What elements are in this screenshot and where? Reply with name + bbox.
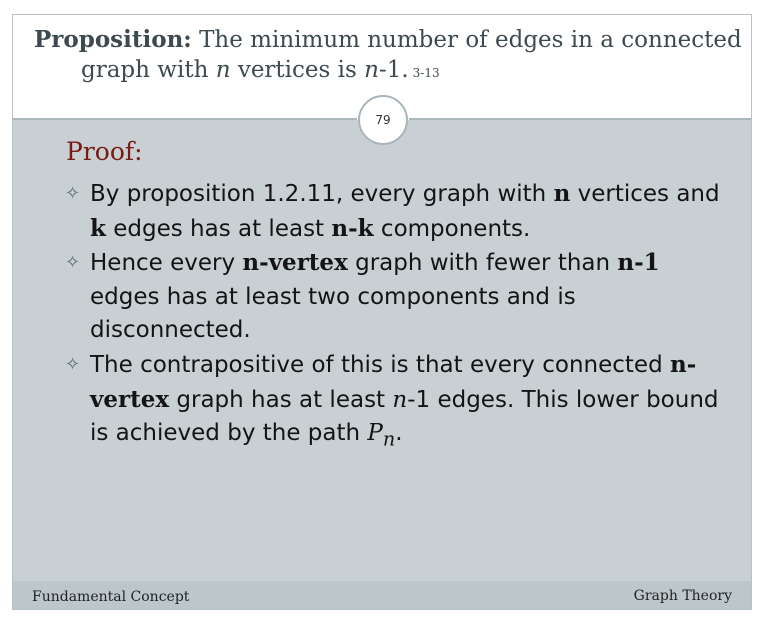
math-var-p: P [367, 420, 383, 447]
proposition-label: Proposition: [34, 26, 192, 53]
slide-number: 79 [375, 113, 391, 127]
math-expr-n-k: n-k [331, 214, 374, 242]
title-line1-text: The minimum number of edges in a connected [191, 27, 742, 53]
bullet-text: edges has at least [105, 215, 332, 242]
title-line2 [34, 55, 746, 88]
proof-bullets [65, 177, 725, 456]
bullet-text: vertices and [570, 181, 720, 207]
reference-number: 3-13 [412, 66, 440, 80]
footer-left-text: Fundamental Concept [32, 589, 190, 605]
bullet-text: graph with fewer than [347, 250, 618, 277]
proof-heading: Proof: [66, 137, 143, 166]
title-text: -1. [378, 57, 409, 83]
math-n-vertex: n-vertex [242, 249, 348, 277]
bullet-icon: ✧ [65, 252, 81, 274]
math-var-n: n [553, 180, 571, 207]
bullet-text: -1 edges. This lower bound is achieved by the path [90, 386, 719, 447]
bullet-icon: ✧ [65, 183, 81, 204]
bullet-text: By proposition 1.2.11, every graph with [90, 181, 554, 207]
slide-footer [13, 581, 751, 610]
bullet-item [65, 177, 725, 246]
math-var-n: n [215, 57, 231, 83]
bullet-item [65, 246, 725, 348]
bullet-text: The contrapositive of this is that every connected [90, 351, 670, 378]
bullet-text: . [395, 420, 403, 447]
footer-right-text: Graph Theory [633, 588, 732, 604]
math-expr-n-1: n-1 [617, 249, 660, 277]
math-subscript-n: n [382, 427, 396, 451]
bullet-text: Hence every [90, 250, 243, 277]
bullet-text: graph has at least [169, 386, 393, 413]
slide [12, 14, 752, 610]
math-var-k: k [90, 214, 106, 242]
math-n-vertex: n-vertex [90, 350, 697, 413]
math-var-n: n [392, 386, 408, 413]
bullet-icon: ✧ [65, 353, 81, 375]
title-text: graph with [81, 57, 216, 83]
slide-number-badge [358, 95, 408, 145]
bullet-text: components. [373, 215, 531, 242]
bullet-item [65, 348, 725, 456]
proposition-title [34, 25, 746, 88]
math-var-n: n [364, 57, 379, 83]
title-text: vertices is [230, 57, 365, 83]
bullet-text: edges has at least two components and is disconnected. [90, 283, 576, 344]
